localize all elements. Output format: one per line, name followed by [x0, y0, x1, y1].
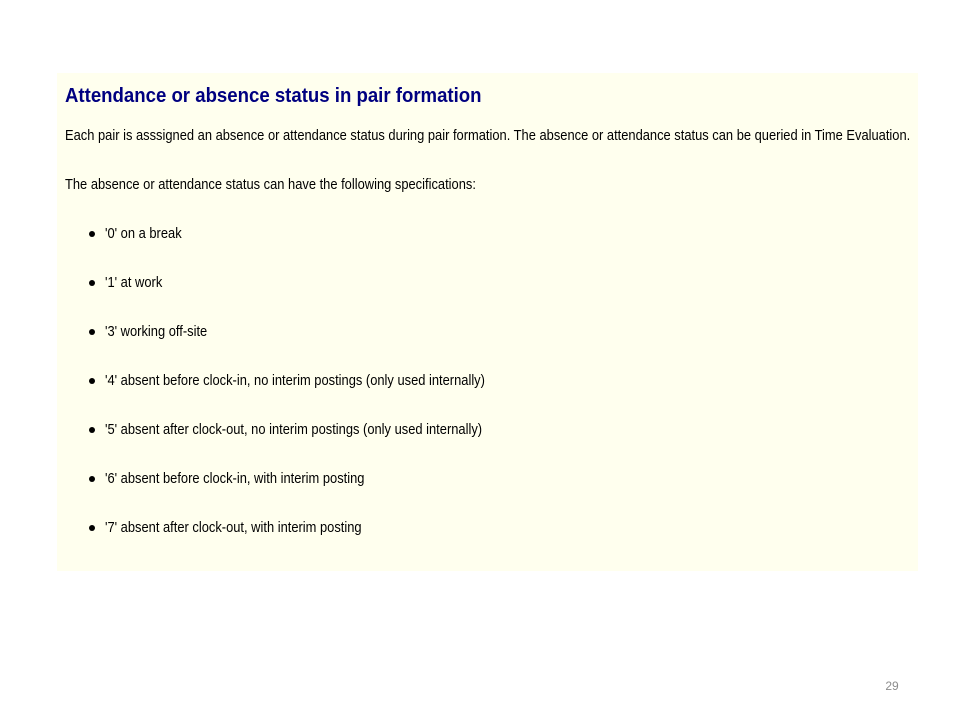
list-item-text: '6' absent before clock-in, with interim posting: [105, 470, 365, 487]
bullet-icon: [89, 378, 95, 384]
list-item-text: '5' absent after clock-out, no interim postings (only used internally): [105, 421, 483, 438]
list-item: [65, 371, 918, 391]
bullet-icon: [89, 231, 95, 237]
list-item: [65, 469, 918, 489]
list-item-text: '4' absent before clock-in, no interim postings (only used internally): [105, 372, 485, 389]
intro-paragraph: Each pair is asssigned an absence or attendance status during pair formation. The absence or attendance status can be queried in Time Evaluation.: [65, 127, 911, 144]
list-item-text: '0' on a break: [105, 225, 182, 242]
specifications-intro-paragraph: The absence or attendance status can have the following specifications:: [65, 176, 476, 193]
list-item: [65, 273, 918, 293]
specification-list: [65, 224, 918, 538]
list-item: [65, 224, 918, 244]
bullet-icon: [89, 525, 95, 531]
bullet-icon: [89, 427, 95, 433]
bullet-icon: [89, 476, 95, 482]
list-item-text: '1' at work: [105, 274, 163, 291]
list-item: [65, 420, 918, 440]
list-item: [65, 518, 918, 538]
help-content-panel: [57, 73, 918, 571]
list-item-text: '3' working off-site: [105, 323, 208, 340]
bullet-icon: [89, 329, 95, 335]
bullet-icon: [89, 280, 95, 286]
list-item: [65, 322, 918, 342]
page-title: Attendance or absence status in pair formation: [65, 85, 482, 107]
page-number: 29: [885, 679, 899, 693]
list-item-text: '7' absent after clock-out, with interim posting: [105, 519, 362, 536]
